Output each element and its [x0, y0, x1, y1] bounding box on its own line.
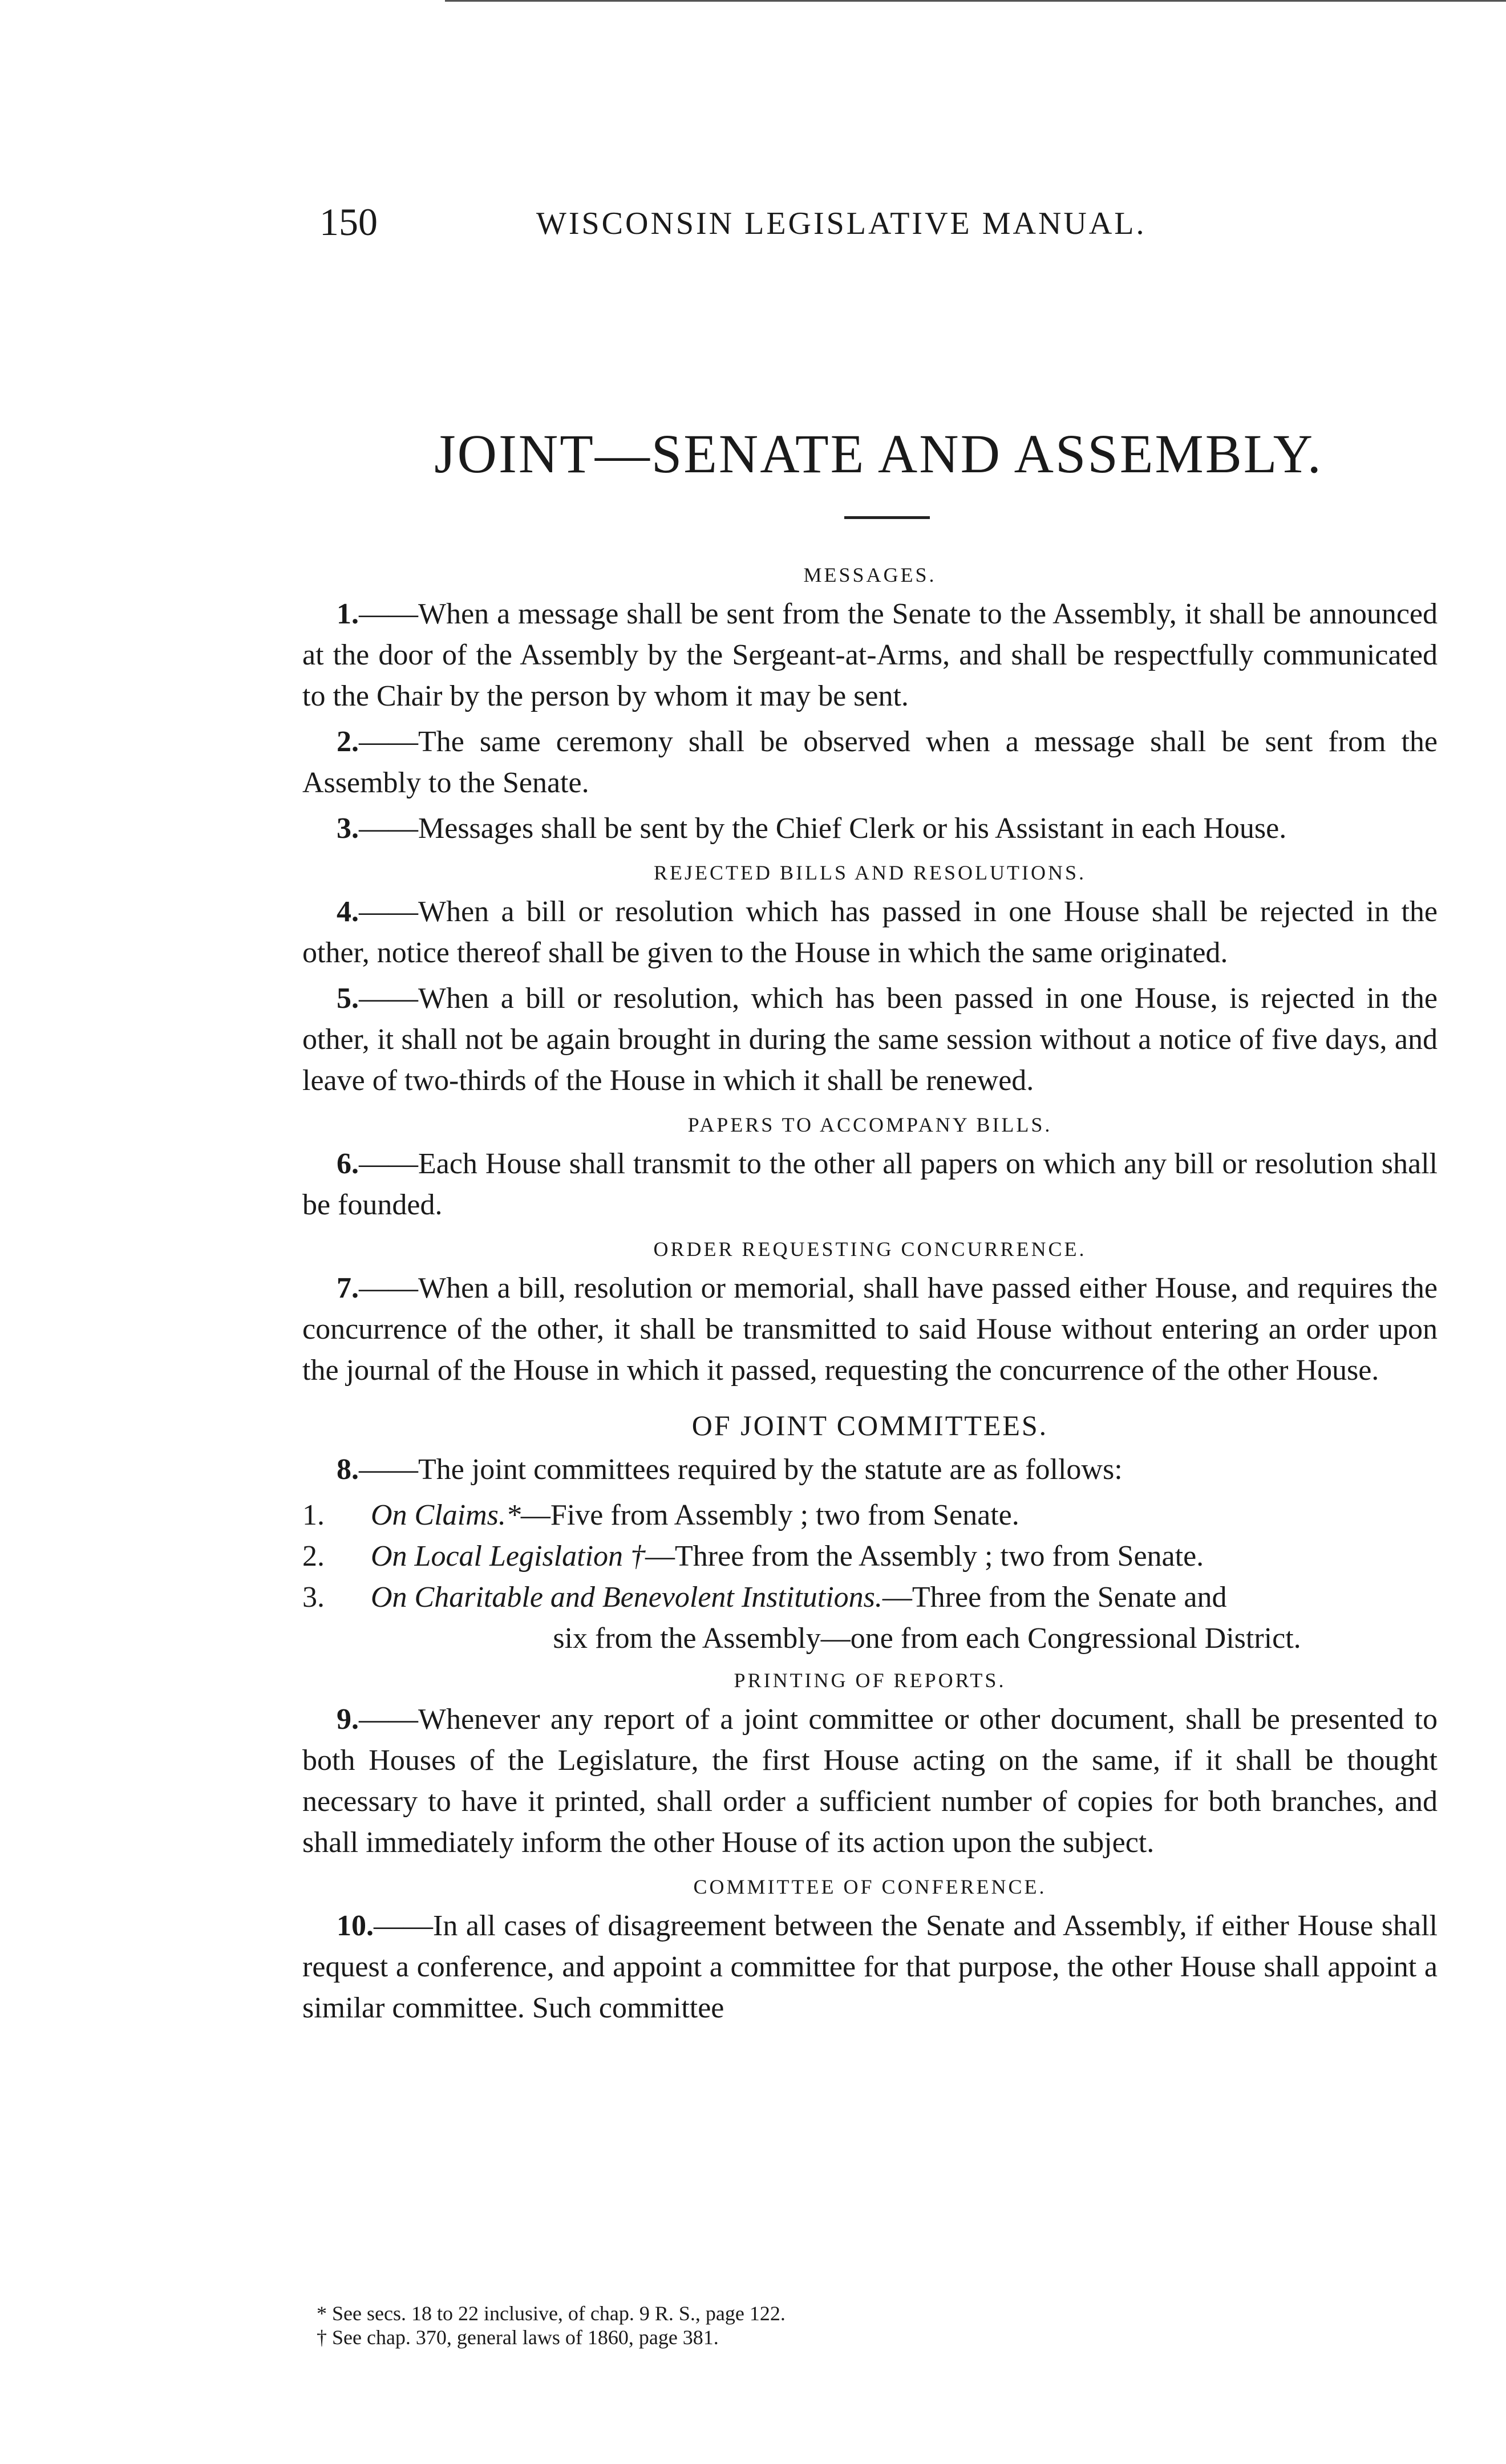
rule-number: 3. — [337, 812, 359, 845]
list-item — [302, 1577, 1438, 1659]
rule-number: 9. — [337, 1703, 359, 1736]
item-number: 3. — [302, 1581, 325, 1614]
item-number: 1. — [302, 1499, 325, 1531]
rule-text: ——When a bill, resolution or memorial, shall have passed either House, and requires the concurrence of the other, it shall be transmitted to said House without entering an order upon the journal of the House in which it passed, requesting the concurrence of the other House. — [302, 1272, 1438, 1387]
committee-detail: —Three from the Senate and — [882, 1581, 1227, 1614]
rule-number: 10. — [337, 1910, 374, 1942]
footnotes — [317, 2301, 1400, 2349]
rule-text: ——When a message shall be sent from the Senate to the Assembly, it shall be announced at the door of the Assembly by the Sergeant-at-Arms, and shall be respectfully communicated to the Chair by the person by whom it may be sent. — [302, 598, 1438, 712]
top-rule — [445, 0, 1506, 2]
rule-3 — [302, 808, 1438, 849]
rule-number: 1. — [337, 598, 359, 630]
rule-text: ——Each House shall transmit to the other all papers on which any bill or resolution shall be founded. — [302, 1148, 1438, 1221]
committee-list — [302, 1495, 1438, 1659]
rule-text: ——Messages shall be sent by the Chief Clerk or his Assistant in each House. — [359, 812, 1287, 845]
section-heading-printing: PRINTING OF REPORTS. — [734, 1669, 1006, 1692]
committee-detail: —Three from the Assembly ; two from Senate. — [645, 1540, 1204, 1573]
footnote: † See chap. 370, general laws of 1860, page 381. — [317, 2326, 719, 2349]
section-heading-order: ORDER REQUESTING CONCURRENCE. — [653, 1238, 1087, 1261]
rule-10 — [302, 1906, 1438, 2029]
rule-number: 2. — [337, 726, 359, 758]
item-number: 2. — [302, 1540, 325, 1573]
list-item — [302, 1536, 1438, 1577]
section-heading-conference: COMMITTEE OF CONFERENCE. — [693, 1875, 1047, 1898]
rule-5 — [302, 978, 1438, 1101]
document-body — [302, 556, 1438, 2033]
rule-number: 6. — [337, 1148, 359, 1180]
rule-2 — [302, 722, 1438, 804]
rule-text: ——The joint committees required by the statute are as follows: — [359, 1453, 1123, 1486]
footnote: * See secs. 18 to 22 inclusive, of chap. 9 R. S., page 122. — [317, 2302, 786, 2325]
rule-text: ——When a bill or resolution which has passed in one House shall be rejected in the other, notice thereof shall be given to the House in which the same originated. — [302, 895, 1438, 969]
page-title: JOINT—SENATE AND ASSEMBLY. — [434, 423, 1323, 484]
section-heading-rejected: REJECTED BILLS AND RESOLUTIONS. — [653, 861, 1086, 884]
rule-text: ——Whenever any report of a joint committee or other document, shall be presented to both Houses of the Legislature, the first House acting on the same, if it shall be thought necessary to have it printed, shall order a sufficient number of copies for both branches, and shall immediately inform the other House of its action upon the subject. — [302, 1703, 1438, 1859]
rule-number: 4. — [337, 895, 359, 928]
committee-name: On Local Legislation † — [371, 1540, 646, 1573]
rule-8 — [302, 1449, 1438, 1490]
committee-detail: —Five from Assembly ; two from Senate. — [520, 1499, 1019, 1531]
rule-6 — [302, 1144, 1438, 1226]
rule-1 — [302, 594, 1438, 717]
committee-detail-continued: six from the Assembly—one from each Congressional District. — [553, 1622, 1301, 1655]
committee-name: On Charitable and Benevolent Institutions. — [371, 1581, 882, 1614]
rule-9 — [302, 1699, 1438, 1863]
list-item — [302, 1495, 1438, 1536]
rule-number: 7. — [337, 1272, 359, 1304]
rule-text: ——The same ceremony shall be observed when a message shall be sent from the Assembly to the Senate. — [302, 726, 1438, 799]
section-heading-messages: MESSAGES. — [803, 564, 937, 586]
section-heading-joint-committees: OF JOINT COMMITTEES. — [691, 1409, 1048, 1441]
page-header — [319, 200, 1460, 245]
rule-number: 8. — [337, 1453, 359, 1486]
rule-7 — [302, 1268, 1438, 1391]
rule-text: ——When a bill or resolution, which has been passed in one House, is rejected in the other, it shall not be again brought in during the same session without a notice of five days, and leave of two-thirds of the House in which it shall be renewed. — [302, 982, 1438, 1097]
section-heading-papers: PAPERS TO ACCOMPANY BILLS. — [687, 1113, 1052, 1136]
rule-4 — [302, 891, 1438, 974]
rule-number: 5. — [337, 982, 359, 1015]
rule-text: ——In all cases of disagreement between the Senate and Assembly, if either House shall request a conference, and appoint a committee for that purpose, the other House shall appoint a similar committee. Such committee — [302, 1910, 1438, 2024]
committee-name: On Claims.* — [371, 1499, 521, 1531]
page-number: 150 — [319, 200, 378, 244]
running-head: WISCONSIN LEGISLATIVE MANUAL. — [536, 206, 1147, 241]
title-rule — [844, 516, 930, 519]
